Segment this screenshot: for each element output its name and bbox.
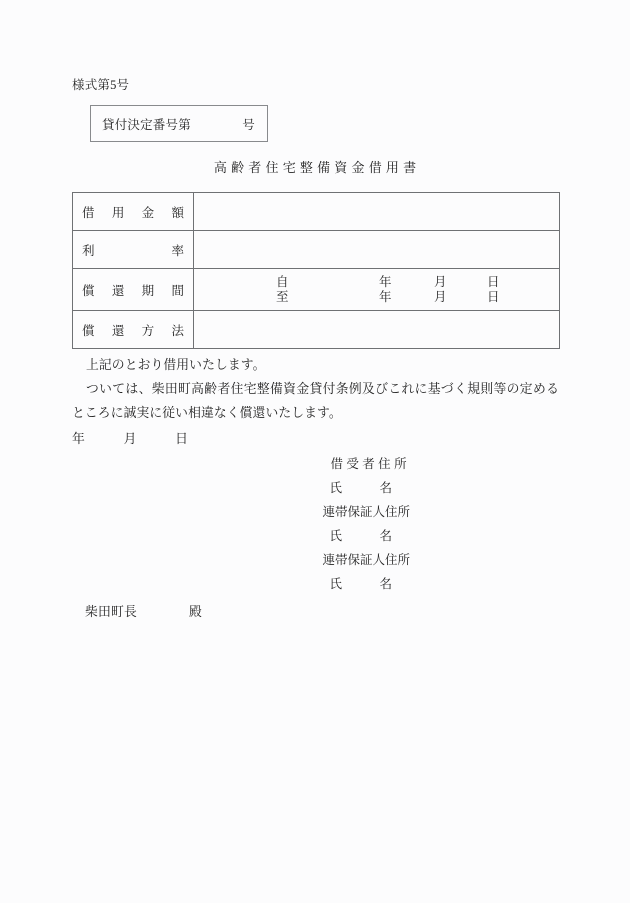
loan-details-table [72,192,560,349]
signature-borrower-name: 氏 名 [329,481,392,495]
repayment-period-to-line [194,290,559,305]
body-paragraph-1: 上記のとおり借用いたします。 [86,358,266,372]
label-repayment-method: 償還方法 [82,323,184,338]
signature-borrower-address: 借受者住所 [330,457,410,471]
label-cell-loan-amount [73,193,194,231]
table-row-loan-amount [73,193,560,231]
loan-decision-number-label: 貸付決定番号第 [102,117,191,132]
addressee-line: 柴田町長 殿 [85,605,202,619]
label-cell-repayment-period [73,269,194,311]
table-row-repayment-method [73,311,560,349]
signature-block [230,452,410,596]
document-title: 高齢者住宅整備資金借用書 [213,160,421,175]
repayment-period-from-year: 年 [379,274,392,289]
repayment-period-from-label: 自 [276,274,289,289]
value-cell-repayment-period[interactable] [194,269,560,311]
table-row-repayment-period [73,269,560,311]
repayment-period-to-label: 至 [276,289,289,304]
date-line: 年 月 日 [72,432,189,446]
signature-guarantor-1-name: 氏 名 [329,529,392,543]
signature-guarantor-1-address: 連帯保証人住所 [322,505,410,519]
repayment-period-to-year: 年 [379,289,392,304]
repayment-period-from-line [194,275,559,290]
signature-guarantor-2-address: 連帯保証人住所 [322,553,410,567]
repayment-period-to-month: 月 [434,289,447,304]
value-cell-interest-rate[interactable] [194,231,560,269]
label-repayment-period: 償還期間 [82,283,184,298]
repayment-period-from-day: 日 [487,274,500,289]
repayment-period-to-day: 日 [487,289,500,304]
table-row-interest-rate [73,231,560,269]
value-cell-repayment-method[interactable] [194,311,560,349]
form-number-label: 様式第5号 [72,78,130,92]
signature-guarantor-2-name: 氏 名 [329,577,392,591]
repayment-period-from-month: 月 [434,274,447,289]
label-interest-rate: 利率 [82,243,184,258]
loan-decision-number-box [90,105,268,142]
loan-decision-number-inner [91,106,267,141]
label-cell-interest-rate [73,231,194,269]
loan-decision-number-suffix: 号 [242,117,255,132]
repayment-period-fields [194,272,559,308]
value-cell-loan-amount[interactable] [194,193,560,231]
body-paragraph-2: ついては、柴田町高齢者住宅整備資金貸付条例及びこれに基づく規則等の定めるところに誠実に従い相違なく償還いたします。 [72,382,559,420]
label-cell-repayment-method [73,311,194,349]
label-loan-amount: 借用金額 [82,205,184,220]
